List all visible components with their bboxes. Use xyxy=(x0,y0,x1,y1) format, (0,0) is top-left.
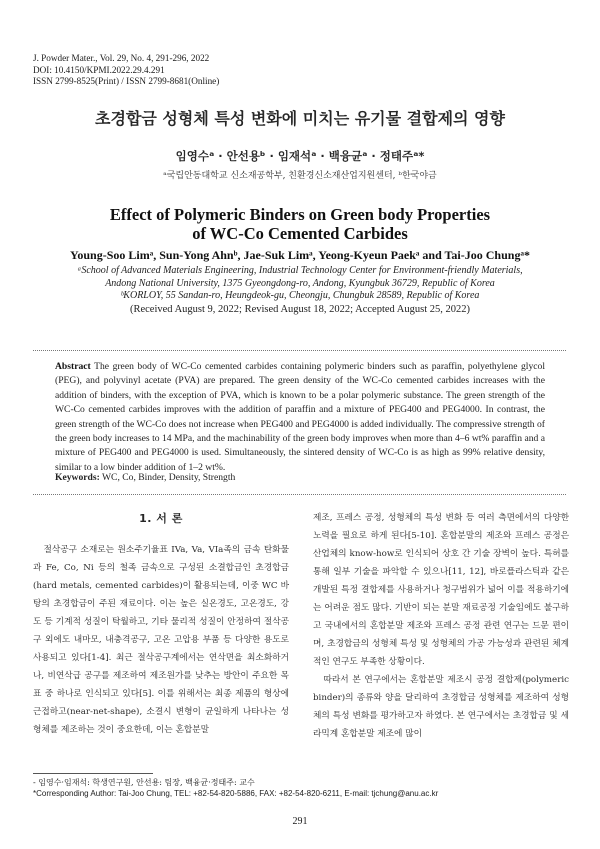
abstract-label: Abstract xyxy=(55,361,91,372)
korean-title: 초경합금 성형체 특성 변화에 미치는 유기물 결합제의 영향 xyxy=(95,109,505,128)
korean-authors: 임영수ᵃ · 안선용ᵇ · 임재석ᵃ · 백융균ᵃ · 정태주ᵃ* xyxy=(175,149,425,163)
abstract xyxy=(55,360,545,475)
paragraph: 따라서 본 연구에서는 혼합분말 제조시 공정 결합제(polymeric binder)의 종류와 양을 달리하여 초경합금 성형체를 제조하여 성형체의 특성 변화를 평가하고자 하였다. 본 연구에서는 초경합금 및 세라믹계 혼합분말 제조에 많이 xyxy=(313,675,569,739)
issn: ISSN 2799-8525(Print) / ISSN 2799-8681(Online) xyxy=(33,76,220,86)
keywords-text: WC, Co, Binder, Density, Strength xyxy=(102,472,236,483)
english-authors: Young-Soo Limᵃ, Sun-Yong Ahnᵇ, Jae-Suk Limᵃ, Yeong-Kyeun Paekᵃ and Tai-Joo Chungᵃ* xyxy=(70,248,530,262)
affiliation-line: ᵃSchool of Advanced Materials Engineering, Industrial Technology Center for Environment-friendly Materials, xyxy=(77,265,523,276)
footnotes xyxy=(33,777,566,799)
journal-citation: J. Powder Mater., Vol. 29, No. 4, 291-296, 2022 xyxy=(33,53,210,63)
affiliation-line: ᵇKORLOY, 55 Sandan-ro, Heungdeok-gu, Cheongju, Chungbuk 28589, Republic of Korea xyxy=(120,290,480,302)
footnote-rule xyxy=(33,773,153,774)
section-heading-introduction: 1. 서 론 xyxy=(139,512,183,525)
affiliation-line: Andong National University, 1375 Gyeongdong-ro, Andong, Kyungbuk 36729, Republic of Korea xyxy=(105,277,495,289)
footnote-corresponding-author: *Corresponding Author: Tai-Joo Chung, TEL: +82-54-820-5886, FAX: +82-54-820-6211, E-mail: tjchung@anu.ac.kr xyxy=(33,789,439,798)
footnote-roles: - 임영수·임재석: 학생연구원, 안선용: 팀장, 백융균·정태주: 교수 xyxy=(33,778,255,787)
english-title-line1: Effect of Polymeric Binders on Green body Properties xyxy=(109,205,491,224)
abstract-text: The green body of WC-Co cemented carbides containing polymeric binders such as paraffin, polyethylene glycol (PEG), and polyvinyl acetate (PVA) are prepared. The green density of the WC-Co cemented carbides increases with the addition of binders, with the exception of PVA, which is known to be a polar polymeric substance. The green strength of the WC-Co cemented carbides improves with the addition of paraffin and a mixture of PEG400 and PEG4000. In contrast, the green strength of the WC-Co does not increase when PEG400 and PEG4000 is added individually. The compressive strength of the green body increases to 14 MPa, and the machinability of the green body improves when more than 4–6 wt% paraffin and a mixture of PEG400 and PEG4000 is used. Simultaneously, the sintered density of WC-Co is as high as 99% relative density, similar to a low binder addition of 1–2 wt%. xyxy=(55,361,545,473)
page-number: 291 xyxy=(292,816,308,827)
journal-meta xyxy=(33,53,219,88)
abstract-top-rule xyxy=(33,350,566,351)
keywords-label: Keywords: xyxy=(55,472,100,483)
body-column-right xyxy=(313,509,569,743)
keywords xyxy=(55,472,545,483)
doi: DOI: 10.4150/KPMI.2022.29.4.291 xyxy=(33,64,165,75)
korean-affiliation: ᵃ국립안동대학교 신소재공학부, 친환경신소재산업지원센터, ᵇ한국야금 xyxy=(163,171,437,181)
english-affiliation xyxy=(0,265,600,303)
paragraph: 절삭공구 소재로는 원소주기율표 IVa, Va, VIa족의 금속 탄화물과 Fe, Co, Ni 등의 철족 금속으로 구성된 소결합금인 초경합금(hard metals, cemented carbides)이 활용되는데, 이중 WC 바탕의 초경합금이 주된 재료이다. 이는 높은 실온경도, 고온경도, 강도 등 기계적 성질이 탁월하고, 기타 물리적 성질이 안정하여 절삭공구 외에도 내마모, 내충격공구, 고온 고압용 부품 등 다양한 용도로 사용되고 있다[1-4]. 최근 절삭공구계에서는 연삭면을 최소화하거나, 비연삭급 공구를 제조하여 제조원가를 낮추는 방안이 주요한 목표 중 하나로 인식되고 있다[5]. 이를 위해서는 최종 제품의 형상에 근접하고(near-net-shape), 소결시 변형이 균일하게 나타나는 성형체를 제조하는 것이 중요한데, 이는 혼합분말 xyxy=(33,545,289,735)
english-title-line2: of WC-Co Cemented Carbides xyxy=(192,224,408,243)
body-column-left xyxy=(33,541,289,739)
english-title xyxy=(0,205,600,243)
paragraph: 제조, 프레스 공정, 성형체의 특성 변화 등 여러 측면에서의 다양한 노력을 필요로 하게 된다[5-10]. 혼합분말의 제조와 프레스 공정은 산업체의 know-how로 인식되어 상호 간 기술 장벽이 높다. 특허를 통해 일부 기술을 파악할 수 있으나[11, 12], 바로플라스틱과 같은 개발된 특정 결합제를 사용하거나 청구범위가 넓어 이를 적용하기에는 어려운 점도 많다. 기반이 되는 분말 재료공정 기술임에도 불구하고 국내에서의 혼합분말 제조와 프레스 공정 관련 연구는 드문 편이며, 초경합금의 성형체 특성 및 성형체의 가공 가능성과 관련된 체계적인 연구도 부족한 상황이다. xyxy=(313,513,569,667)
received-dates: (Received August 9, 2022; Revised August 18, 2022; Accepted August 25, 2022) xyxy=(129,304,471,315)
abstract-bottom-rule xyxy=(33,494,566,495)
